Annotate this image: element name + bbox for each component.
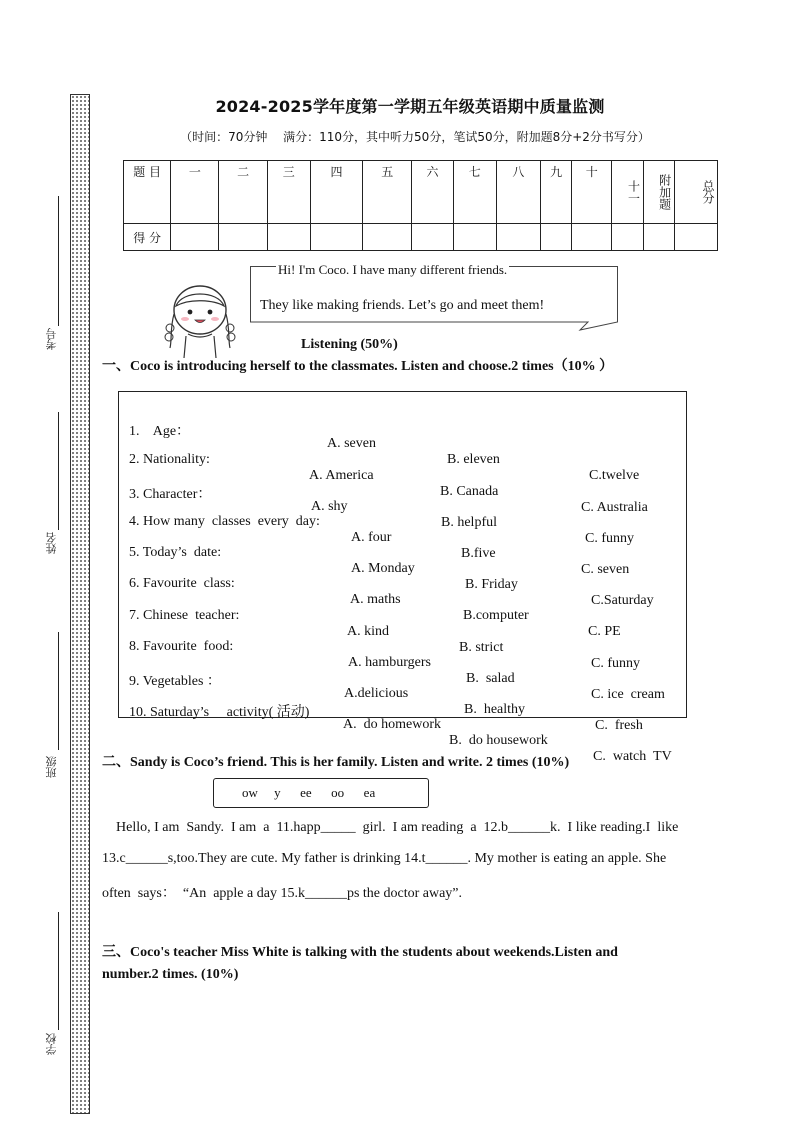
col-header: 三 <box>267 161 310 224</box>
col-header-vertical: 总分 <box>674 161 717 224</box>
col-header: 二 <box>219 161 267 224</box>
col-header: 九 <box>541 161 572 224</box>
option-a[interactable]: A.delicious <box>344 686 409 701</box>
option-a[interactable]: A. America <box>309 468 374 483</box>
col-header: 六 <box>412 161 453 224</box>
binding-strip <box>70 94 90 1114</box>
option-c[interactable]: C. ice cream <box>591 687 665 702</box>
question-prompt: 4. How many classes every day: <box>129 514 320 529</box>
option-b[interactable]: B. Friday <box>465 577 518 592</box>
question-prompt: 5. Today’s date: <box>129 545 222 560</box>
option-b[interactable]: B.five <box>461 546 496 561</box>
option-c[interactable]: C.Saturday <box>591 593 654 608</box>
option-a[interactable]: A. hamburgers <box>348 655 431 670</box>
col-header: 五 <box>363 161 412 224</box>
score-cell[interactable] <box>674 224 717 251</box>
passage-line2: 13.c______s,too.They are cute. My father is drinking 14.t______. My mother is eating an apple. She <box>102 851 667 866</box>
option-c[interactable]: C.twelve <box>589 468 640 483</box>
passage-line1: Hello, I am Sandy. I am a 11.happ_____ girl. I am reading a 12.b______k. I like reading.I like <box>102 820 679 835</box>
bubble-text-line1: Hi! I'm Coco. I have many different friends. <box>278 262 508 277</box>
option-c[interactable]: C. funny <box>585 531 634 546</box>
option-b[interactable]: B. strict <box>459 640 504 655</box>
option-a[interactable]: A. maths <box>350 592 401 607</box>
score-cell[interactable] <box>453 224 496 251</box>
section3-heading-line1: 三、Coco's teacher Miss White is talking with the students about weekends.Listen and <box>102 945 618 960</box>
col-header: 七 <box>453 161 496 224</box>
score-cell[interactable] <box>310 224 362 251</box>
option-c[interactable]: C. fresh <box>595 718 643 733</box>
col-header: 八 <box>496 161 540 224</box>
option-a[interactable]: A. seven <box>327 436 376 451</box>
option-a[interactable]: A. do homework <box>343 717 441 732</box>
option-b[interactable]: B. Canada <box>440 484 499 499</box>
name-label: 姓名 <box>45 532 58 554</box>
option-c[interactable]: C. Australia <box>581 500 648 515</box>
question-prompt: 10. Saturday’s activity( 活动) <box>129 705 310 720</box>
question-prompt: 7. Chinese teacher: <box>129 608 240 623</box>
passage-line3: often says： “An apple a day 15.k______ps the doctor away”. <box>102 886 463 901</box>
col-header: 一 <box>171 161 219 224</box>
option-c[interactable]: C. PE <box>588 624 621 639</box>
score-cell[interactable] <box>643 224 674 251</box>
exam-no-line <box>58 196 59 326</box>
score-cell[interactable] <box>496 224 540 251</box>
score-cell[interactable] <box>363 224 412 251</box>
option-c[interactable]: C. seven <box>581 562 630 577</box>
score-table <box>123 160 718 251</box>
row-label-score: 得 分 <box>124 224 171 251</box>
option-b[interactable]: B. healthy <box>464 702 526 717</box>
question-prompt: 9. Vegetables ： <box>129 674 221 689</box>
question-prompt: 8. Favourite food: <box>129 639 234 654</box>
class-line <box>58 632 59 750</box>
option-c[interactable]: C. funny <box>591 656 640 671</box>
option-a[interactable]: A. Monday <box>351 561 415 576</box>
option-a[interactable]: A. four <box>351 530 392 545</box>
question-prompt: 1. Age： <box>129 424 191 439</box>
col-header-vertical: 附加题 <box>643 161 674 224</box>
section3-heading-line2: number.2 times. (10%) <box>102 967 239 982</box>
option-a[interactable]: A. shy <box>311 499 348 514</box>
score-cell[interactable] <box>171 224 219 251</box>
score-cell[interactable] <box>219 224 267 251</box>
option-b[interactable]: B. eleven <box>447 452 500 467</box>
exam-no-label: 考号 <box>45 328 58 350</box>
question-prompt: 3. Character： <box>129 487 212 502</box>
row-label-items: 题 目 <box>124 161 171 224</box>
col-header: 四 <box>310 161 362 224</box>
option-b[interactable]: B. salad <box>466 671 515 686</box>
bubble-text-line2: They like making friends. Let’s go and meet them! <box>260 298 545 313</box>
option-b[interactable]: B. helpful <box>441 515 497 530</box>
section1-heading: 一、Coco is introducing herself to the classmates. Listen and choose.2 times（10% ） <box>102 359 614 374</box>
option-a[interactable]: A. kind <box>347 624 389 639</box>
letter-bank: ow y ee oo ea <box>213 778 429 808</box>
option-b[interactable]: B.computer <box>463 608 529 623</box>
speech-bubble <box>250 262 618 332</box>
school-label: 学校 <box>45 1033 58 1055</box>
option-b[interactable]: B. do housework <box>449 733 548 748</box>
col-header: 十 <box>572 161 612 224</box>
name-line <box>58 412 59 530</box>
school-line <box>58 912 59 1030</box>
class-label: 班级 <box>45 756 58 778</box>
score-cell[interactable] <box>541 224 572 251</box>
question-prompt: 2. Nationality: <box>129 452 210 467</box>
listening-heading: Listening (50%) <box>301 337 398 352</box>
option-c[interactable]: C. watch TV <box>593 749 672 764</box>
score-cell[interactable] <box>572 224 612 251</box>
score-cell[interactable] <box>267 224 310 251</box>
section2-heading: 二、Sandy is Coco’s friend. This is her family. Listen and write. 2 times (10%) <box>102 755 570 770</box>
page-subtitle: （时间：70分钟 满分：110分，其中听力50分，笔试50分，附加题8分+2分书写分） <box>180 130 650 144</box>
score-cell[interactable] <box>412 224 453 251</box>
question-prompt: 6. Favourite class: <box>129 576 235 591</box>
score-cell[interactable] <box>612 224 643 251</box>
col-header-vertical: 十一 <box>612 161 643 224</box>
girl-illustration <box>160 280 240 360</box>
page-title: 2024-2025学年度第一学期五年级英语期中质量监测 <box>215 97 605 116</box>
